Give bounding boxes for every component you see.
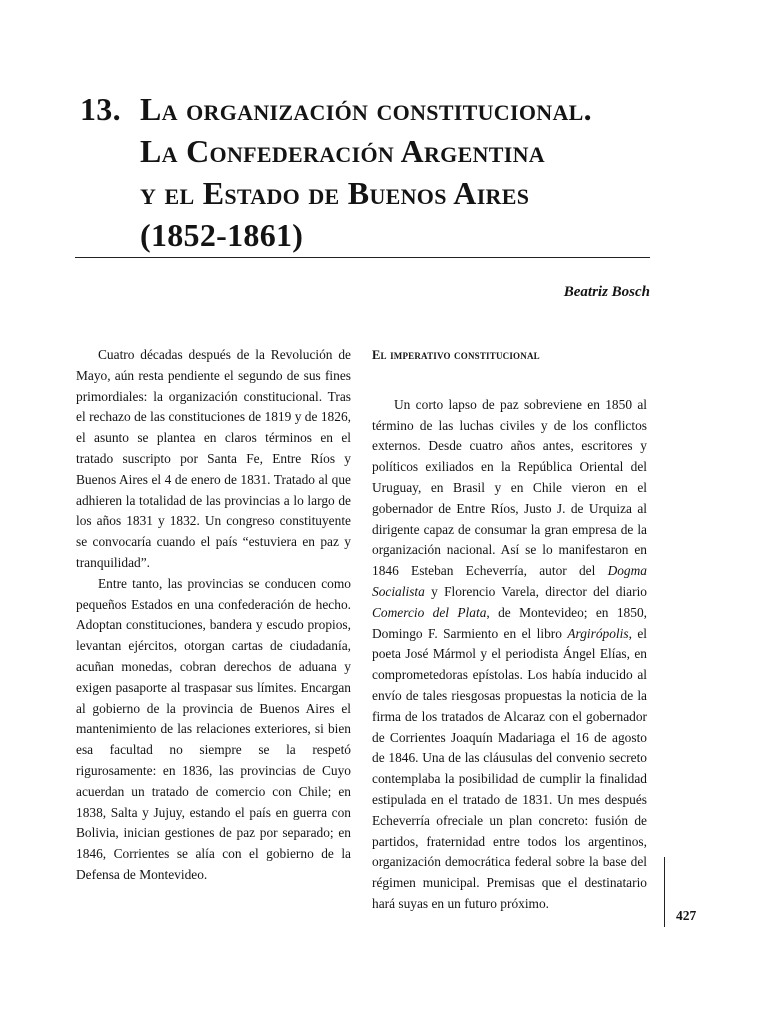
newspaper-title: Comercio del Plata (372, 604, 487, 620)
title-line-3: y el Estado de Buenos Aires (140, 175, 530, 211)
right-column (372, 345, 647, 915)
chapter-number: 13. (80, 91, 121, 127)
title-line-4: (1852-1861) (140, 217, 304, 253)
title-line-1 (80, 88, 680, 130)
title-rule (75, 257, 650, 258)
paragraph: Entre tanto, las provincias se conducen como pequeños Estados en una confederación de hecho. Adoptan constituciones, bandera y escudo propios, levantan ejércitos, otorgan cartas de ciudadanía, acuñan monedas, cobran derechos de aduana y exigen pasaporte al traspasar sus límites. Encargan al gobierno de la provincia de Buenos Aires el mantenimiento de las relaciones exteriores, si bien esa facultad no siempre se la respetó rigurosamente: en 1836, las provincias de Cuyo acuerdan un tratado de comercio con Chile; en 1838, Salta y Jujuy, estando el país en guerra con Bolivia, inician gestiones de paz por separado; en 1846, Corrientes se alía con el gobierno de la Defensa de Montevideo. (76, 575, 351, 882)
author-name: Beatriz Bosch (563, 284, 650, 300)
section-heading: El imperativo constitucional (372, 348, 540, 362)
text-segment: , de Montevideo; en 1850, Domingo F. Sarmiento en el libro (372, 604, 647, 641)
text-segment: , el poeta José Mármol y el periodista Ángel Elías, en comprometedoras epístolas. Los había inducido al envío de tales riesgosas propuestas la noticia de la firma de los tratados de Alcaraz con el gobernador de Corrientes Joaquín Madariaga el 16 de agosto de 1846. Una de las cláusulas del convenio secreto contemplaba la posibilidad de cumplir la finalidad estipulada en el tratado de 1831. Un mes después Echeverría ofreciale un plan concreto: fusión de partidos, fraternidad entre todos los argentinos, organización democrática federal sobre la base del régimen municipal. Premisas que el destinatario hará suyas en un futuro próximo. (372, 625, 648, 911)
paragraph: Cuatro décadas después de la Revolución de Mayo, aún resta pendiente el segundo de sus fines primordiales: la organización constitucional. Tras el rechazo de las constituciones de 1819 y de 1826, el asunto se plantea en claros términos en el tratado suscripto por Santa Fe, Entre Ríos y Buenos Aires el 4 de enero de 1831. Tratado al que adhieren la totalidad de las provincias a lo largo de los años 1831 y 1832. Un congreso constituyente se convocaría cuando el país “estuviera en paz y tranquilidad”. (76, 347, 351, 570)
text-segment: y Florencio Varela, director del diario (424, 583, 647, 599)
margin-bar (664, 857, 665, 927)
paragraph (372, 395, 647, 915)
book-title: Argirópolis (567, 625, 629, 641)
page-number: 427 (676, 908, 697, 923)
title-line-2: La Confederación Argentina (140, 133, 545, 169)
left-column (76, 345, 351, 886)
title-text-1: La organización constitucional. (140, 91, 592, 127)
book-title: Dogma Socialista (372, 563, 647, 599)
text-segment: Un corto lapso de paz sobreviene en 1850 al término de las luchas civiles y de los conflictos externos. Desde cuatro años antes, escritores y políticos exiliados en la República Oriental del Uruguay, en Brasil y en Chile vieron en el gobernador de Entre Ríos, Justo J. de Urquiza al dirigente capaz de consumar la gran empresa de la organización nacional. Así se lo manifestaron en 1846 Esteban Echeverría, autor del (372, 396, 647, 579)
chapter-title (80, 88, 680, 256)
